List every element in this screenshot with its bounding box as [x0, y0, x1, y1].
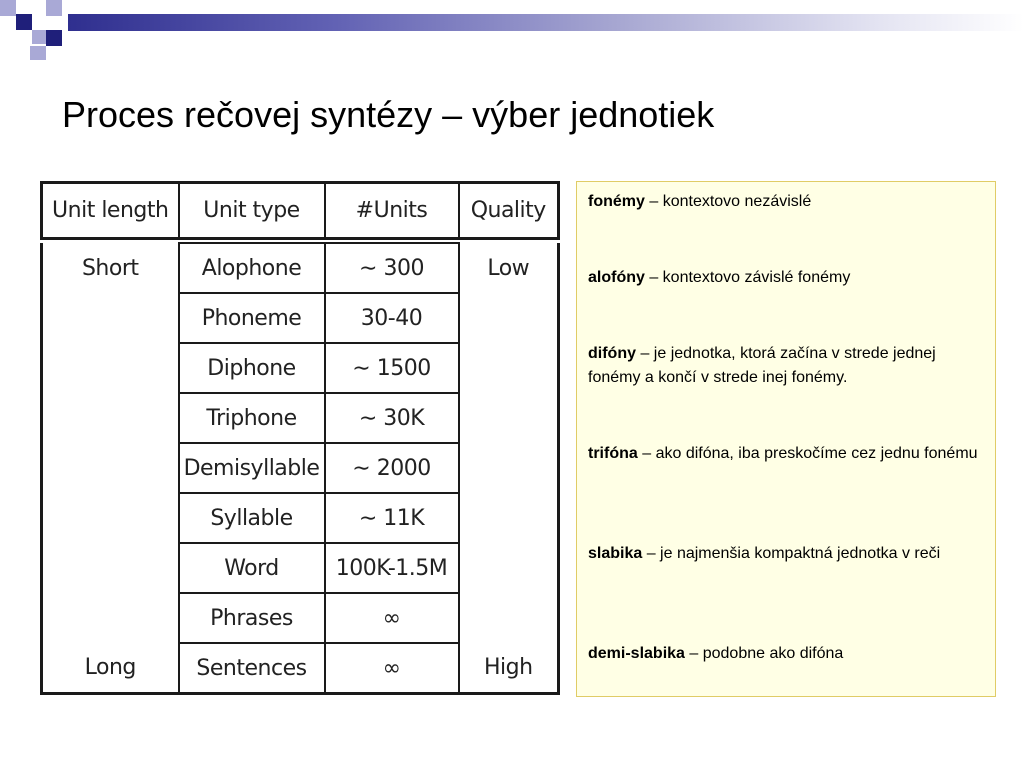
units-count-cell: ∼ 300 [325, 243, 459, 293]
quality-cell [459, 343, 559, 393]
unit-type-cell: Syllable [179, 493, 325, 543]
header-unit-type: Unit type [179, 183, 325, 239]
definition-term: difóny [588, 345, 636, 362]
slide-title: Proces rečovej syntézy – výber jednotiek [62, 94, 715, 135]
definition-item [588, 642, 983, 666]
definition-item [588, 342, 983, 390]
quality-cell [459, 593, 559, 643]
decor-square [16, 14, 32, 30]
unit-type-cell: Sentences [179, 643, 325, 694]
header-quality: Quality [459, 183, 559, 239]
definition-text: – kontextovo závislé fonémy [644, 269, 851, 286]
definition-text: – podobne ako difóna [684, 645, 844, 662]
table-row [42, 293, 559, 343]
unit-length-cell [42, 343, 179, 393]
table-header-row [42, 183, 559, 239]
header-gradient-bar [68, 14, 1024, 31]
units-count-cell: ∼ 30K [325, 393, 459, 443]
units-count-cell: 30-40 [325, 293, 459, 343]
unit-length-cell [42, 593, 179, 643]
unit-table [40, 181, 557, 699]
definition-text: – je najmenšia kompaktná jednotka v reči [642, 545, 941, 562]
definitions-box [576, 181, 996, 697]
units-count-cell: ∼ 1500 [325, 343, 459, 393]
definition-term: trifóna [588, 445, 638, 462]
unit-length-cell [42, 543, 179, 593]
unit-type-cell: Diphone [179, 343, 325, 393]
table-row [42, 593, 559, 643]
unit-type-cell: Demisyllable [179, 443, 325, 493]
definition-term: demi-slabika [588, 645, 685, 662]
unit-length-long: Long [42, 643, 179, 694]
decor-square [46, 30, 62, 46]
unit-type-cell: Alophone [179, 243, 325, 293]
units-count-cell: ∼ 11K [325, 493, 459, 543]
quality-high: High [459, 643, 559, 694]
units-count-cell: ∞ [325, 593, 459, 643]
definition-item [588, 542, 983, 566]
table-row [42, 443, 559, 493]
table-row [42, 543, 559, 593]
definition-text: – je jednotka, ktorá začína v strede jednej fonémy a končí v strede inej fonémy. [588, 345, 936, 386]
unit-length-cell [42, 393, 179, 443]
quality-cell [459, 393, 559, 443]
definition-item [588, 266, 983, 290]
unit-table-body [40, 242, 560, 695]
unit-type-cell: Word [179, 543, 325, 593]
table-row [42, 243, 559, 293]
decor-square [30, 46, 46, 60]
unit-type-cell: Phrases [179, 593, 325, 643]
table-row [42, 393, 559, 443]
header-unit-length: Unit length [42, 183, 179, 239]
decor-square [0, 0, 16, 16]
decor-square [32, 30, 46, 44]
definition-term: alofóny [588, 269, 645, 286]
definition-item [588, 190, 983, 214]
table-row [42, 493, 559, 543]
quality-cell [459, 293, 559, 343]
definition-text: – kontextovo nezávislé [644, 193, 812, 210]
quality-cell [459, 543, 559, 593]
definition-term: slabika [588, 545, 643, 562]
unit-length-cell [42, 293, 179, 343]
unit-type-cell: Phoneme [179, 293, 325, 343]
unit-length-cell [42, 443, 179, 493]
unit-type-cell: Triphone [179, 393, 325, 443]
unit-length-cell [42, 493, 179, 543]
quality-cell [459, 493, 559, 543]
units-count-cell: 100K-1.5M [325, 543, 459, 593]
table-row [42, 343, 559, 393]
units-count-cell: ∞ [325, 643, 459, 694]
definition-item [588, 442, 983, 466]
units-count-cell: ∼ 2000 [325, 443, 459, 493]
unit-length-short: Short [42, 243, 179, 293]
quality-cell [459, 443, 559, 493]
header-units-count: #Units [325, 183, 459, 239]
table-row [42, 643, 559, 694]
definition-text: – ako difóna, iba preskočíme cez jednu fonému [637, 445, 978, 462]
definition-term: fonémy [588, 193, 645, 210]
unit-table-header [40, 181, 560, 240]
decor-square [46, 0, 62, 16]
quality-low: Low [459, 243, 559, 293]
